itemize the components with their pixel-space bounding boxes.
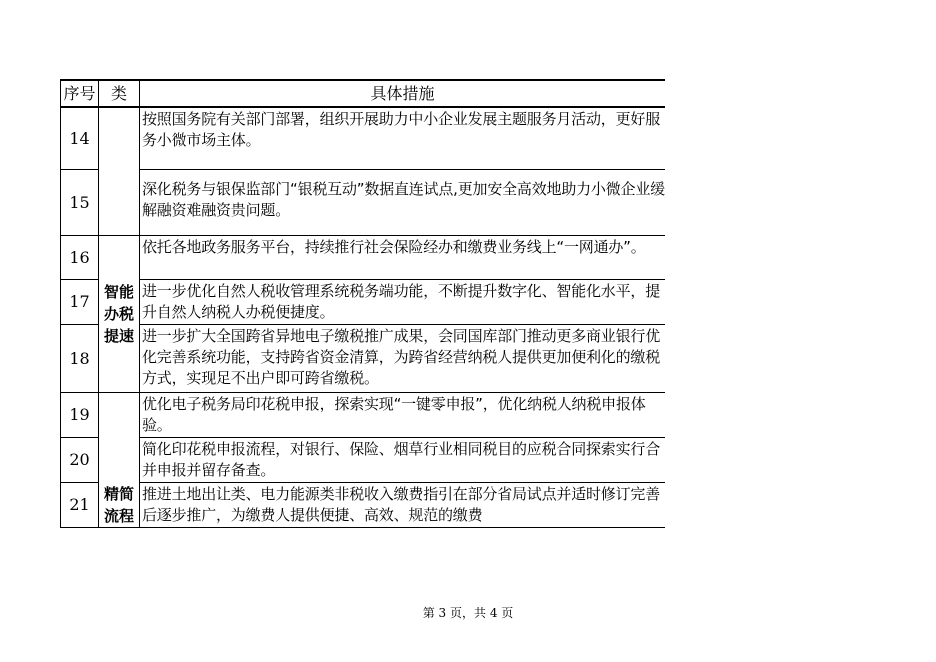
table-row <box>61 235 666 279</box>
row-number: 16 <box>61 235 99 279</box>
measure-text: 简化印花税申报流程，对银行、保险、烟草行业相同税目的应税合同探索实行合并申报并留存备查。 <box>140 437 666 482</box>
measure-text: 推进土地出让类、电力能源类非税收入缴费指引在部分省局试点并适时修订完善后逐步推广，为缴费人提供便捷、高效、规范的缴费 <box>140 482 666 527</box>
spreadsheet-page <box>60 79 665 528</box>
measure-text: 按照国务院有关部门部署，组织开展助力中小企业发展主题服务月活动，更好服务小微市场主体。 <box>140 107 666 169</box>
row-number: 15 <box>61 169 99 235</box>
row-number: 14 <box>61 107 99 169</box>
measure-text: 进一步扩大全国跨省异地电子缴税推广成果，会同国库部门推动更多商业银行优化完善系统功能，支持跨省资金清算，为跨省经营纳税人提供更加便利化的缴税方式，实现足不出户即可跨省缴税。 <box>140 324 666 392</box>
row-number: 19 <box>61 392 99 437</box>
header-row <box>61 80 666 107</box>
header-index: 序号 <box>61 80 99 107</box>
header-category: 类 <box>99 80 140 107</box>
table-row <box>61 107 666 169</box>
category-simplify-process: 精简 流程 <box>99 392 140 527</box>
table-row <box>61 392 666 437</box>
table-row <box>61 482 666 527</box>
header-measures: 具体措施 <box>140 80 666 107</box>
measures-table <box>60 79 665 528</box>
page-footer: 第 3 页，共 4 页 <box>422 606 514 620</box>
table-row <box>61 279 666 324</box>
row-number: 17 <box>61 279 99 324</box>
measure-text: 优化电子税务局印花税申报，探索实现“一键零申报”，优化纳税人纳税申报体验。 <box>140 392 666 437</box>
table-row <box>61 324 666 392</box>
row-number: 20 <box>61 437 99 482</box>
table-row <box>61 169 666 235</box>
measure-text: 依托各地政务服务平台，持续推行社会保险经办和缴费业务线上“一网通办”。 <box>140 235 666 279</box>
category-cell-empty <box>99 107 140 235</box>
row-number: 18 <box>61 324 99 392</box>
category-smart-tax: 智能 办税 提速 <box>99 235 140 392</box>
row-number: 21 <box>61 482 99 527</box>
table-row <box>61 437 666 482</box>
measure-text: 深化税务与银保监部门“银税互动”数据直连试点,更加安全高效地助力小微企业缓解融资难融资贵问题。 <box>140 169 666 235</box>
measure-text: 进一步优化自然人税收管理系统税务端功能，不断提升数字化、智能化水平，提升自然人纳税人办税便捷度。 <box>140 279 666 324</box>
